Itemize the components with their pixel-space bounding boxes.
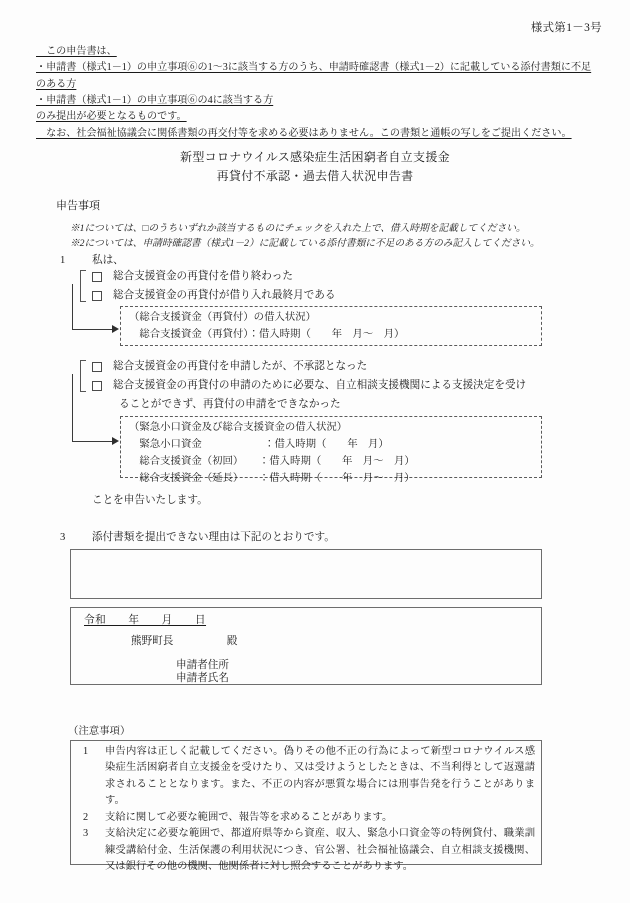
notes-label: （注意事項）	[68, 726, 131, 737]
declaration-heading: 申告事項	[56, 200, 100, 212]
declaration-note-1: ※1については、□のうちいずれか該当するものにチェックを入れた上で、借入時期を記載してください。	[70, 223, 526, 234]
checkbox-row-4[interactable]	[92, 378, 542, 394]
note-number: 3	[83, 828, 89, 840]
checkbox-2-box[interactable]	[92, 291, 102, 301]
title-line-2: 再貸付不承認・過去借入状況申告書	[216, 169, 414, 184]
borrow-status-box-2	[120, 416, 542, 484]
note-text: 支給に関して必要な範囲で、報告等を求めることがあります。	[105, 811, 393, 823]
note-item	[80, 826, 535, 875]
connector-horizontal-b	[72, 441, 114, 442]
checkbox-4-box[interactable]	[92, 381, 102, 391]
connector-arrow-a	[112, 325, 119, 333]
applicant-address-label: 申請者住所	[176, 660, 229, 671]
preface-line-3: ・申請書（様式1－1）の申立事項⑥の4に該当する方	[36, 95, 274, 107]
document-title	[0, 148, 630, 187]
borrow-status-box-1-row-1: 総合支援資金（再貸付）：借入時期（ 年 月～ 月）	[129, 328, 405, 340]
item1-closing-text: ことを申告いたします。	[92, 495, 208, 506]
borrow-status-box-2-row-1: 緊急小口資金 ：借入時期（ 年 月）	[129, 438, 389, 450]
preface-line-4: のみ提出が必要となるものです。	[36, 111, 187, 123]
note-number: 1	[83, 746, 89, 757]
preface-block	[36, 44, 596, 142]
bracket-group-b	[80, 360, 86, 392]
reason-input-box[interactable]	[70, 549, 542, 599]
preface-line-2: ・申請書（様式1－1）の申立事項⑥の1～3に該当する方のうち、申請時確認書（様式1－2）に記載している添付書類に不足のある方	[36, 62, 592, 90]
checkbox-row-1[interactable]	[92, 269, 293, 285]
signature-addressee: 熊野町長	[131, 636, 174, 647]
declaration-note-2: ※2については、申請時確認書（様式1－2）に記載している添付書類に不足のある方のみ記入してください。	[70, 238, 540, 250]
note-text: 申告内容は正しく記載してください。偽りその他不正の行為によって新型コロナウイルス感染症生活困窮者自立支援金を受けたり、又は受けようとしたときは、不当利得として返還請求されることとなります。また、不正の内容が悪質な場合には刑事告発を行うことがあります。	[105, 746, 535, 807]
checkbox-3-box[interactable]	[92, 362, 102, 372]
borrow-status-box-2-row-2: 総合支援資金（初回） ：借入時期（ 年 月～ 月）	[129, 455, 415, 467]
note-item	[80, 810, 535, 826]
note-number: 2	[83, 811, 89, 823]
signature-date-line[interactable]: 令和 年 月 日	[84, 615, 207, 626]
checkbox-row-3[interactable]	[92, 359, 367, 375]
checkbox-1-box[interactable]	[92, 272, 102, 282]
borrow-status-box-2-row-3: 総合支援資金（延長） ：借入時期（ 年 月～ 月）	[129, 472, 415, 484]
bracket-group-a	[80, 270, 86, 302]
note-text: 支給決定に必要な範囲で、都道府県等から資産、収入、緊急小口資金等の特例貸付、職業訓練受講給付金、生活保護の利用状況につき、官公署、社会福祉協議会、自立相談支援機関、又は銀行その他の機関、他関係者に対し照会することがあります。	[105, 828, 535, 873]
item3-text: 添付書類を提出できない理由は下記のとおりです。	[92, 532, 335, 543]
checkbox-4-label-continued: ることができず、再貸付の申請をできなかった	[119, 399, 341, 410]
connector-vertical-a	[72, 284, 73, 329]
applicant-name-label: 申請者氏名	[176, 673, 229, 684]
connector-horizontal-a	[72, 329, 114, 330]
borrow-status-box-1-heading: （総合支援資金（再貸付）の借入状況）	[129, 312, 317, 323]
checkbox-row-2[interactable]	[92, 288, 335, 304]
item3-number: 3	[60, 532, 66, 543]
borrow-status-box-1	[120, 306, 542, 346]
note-item	[80, 744, 535, 810]
connector-vertical-b	[72, 374, 73, 441]
declaration-notes	[70, 221, 540, 252]
form-number: 様式第1－3号	[530, 22, 602, 34]
borrow-status-box-2-heading: （緊急小口資金及び総合支援資金の借入状況）	[129, 422, 348, 433]
item1-number: 1	[60, 255, 66, 266]
item1-lead-text: 私は、	[92, 255, 124, 266]
checkbox-1-label: 総合支援資金の再貸付を借り終わった	[113, 271, 293, 282]
checkbox-3-label: 総合支援資金の再貸付を申請したが、不承認となった	[113, 361, 368, 372]
preface-line-1: この申告書は、	[36, 46, 117, 57]
applicant-name-row	[176, 671, 242, 687]
checkbox-2-label: 総合支援資金の再貸付が借り入れ最終月である	[113, 290, 336, 301]
title-line-1: 新型コロナウイルス感染症生活困窮者自立支援金	[180, 150, 450, 164]
signature-honorific: 殿	[226, 636, 238, 647]
signature-addressee-line	[131, 634, 237, 650]
notes-list	[80, 744, 535, 876]
checkbox-4-label: 総合支援資金の再貸付の申請のために必要な、自立相談支援機関による支援決定を受け	[113, 380, 527, 391]
preface-line-5: なお、社会福祉協議会に関係書類の再交付等を求める必要はありません。この書類と通帳の写しをご提出ください。	[36, 127, 572, 139]
connector-arrow-b	[112, 437, 119, 445]
